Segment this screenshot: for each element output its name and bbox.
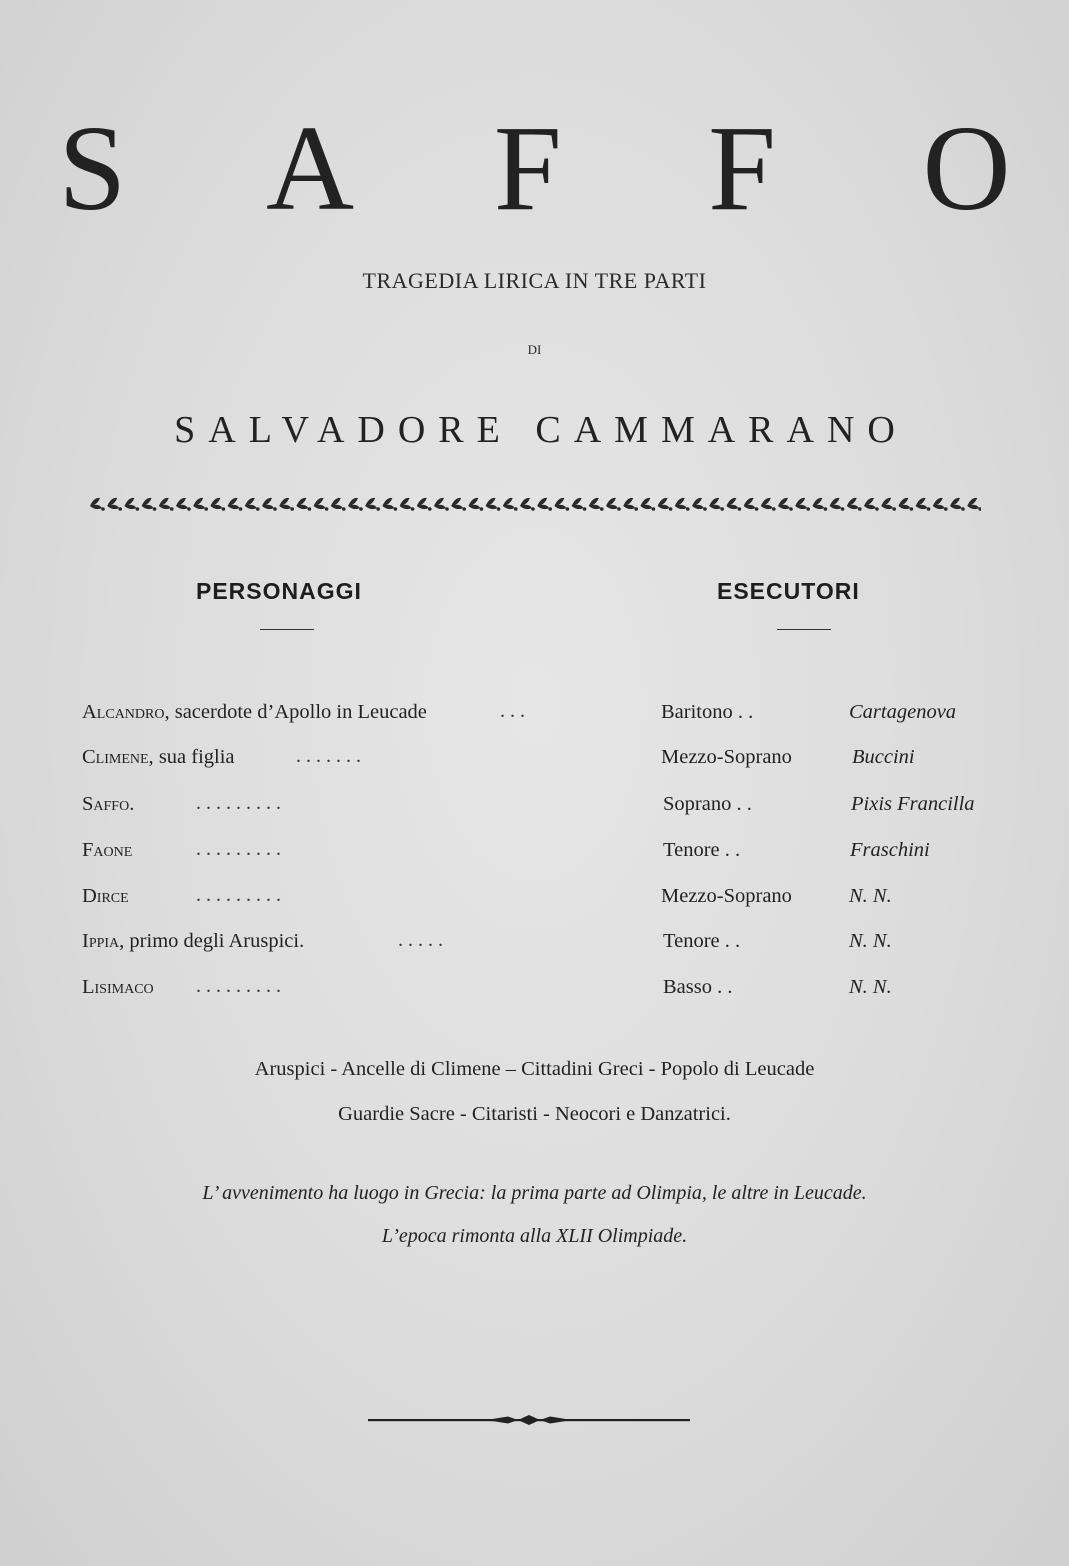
- ornament-curl: [892, 507, 896, 511]
- ornament-curl: [720, 507, 724, 511]
- leader-dots: . . . . . . .: [296, 745, 361, 767]
- ornament-curl: [583, 507, 587, 511]
- ornament-curl: [566, 507, 570, 511]
- ornament-leaf: [365, 498, 377, 509]
- leader-dots: . . . . . . . . .: [196, 884, 281, 906]
- character-name: Climene,: [82, 746, 154, 768]
- ornament-curl: [944, 507, 948, 511]
- character-description: primo degli Aruspici.: [124, 930, 305, 952]
- leader-dots: . . . . . . . . .: [196, 838, 281, 860]
- ornament-leaf: [262, 498, 274, 509]
- character-name: Ippia,: [82, 930, 125, 952]
- decorative-border-ornament: [88, 492, 981, 518]
- ornament-curl: [273, 507, 277, 511]
- ornament-curl: [394, 507, 398, 511]
- character-name: Lisimaco: [82, 976, 154, 998]
- ornament-leaf: [950, 498, 962, 509]
- ornament-leaf: [331, 498, 343, 509]
- ornament-curl: [858, 507, 862, 511]
- ornament-curl: [600, 507, 604, 511]
- ornament-leaf: [296, 498, 308, 509]
- ornament-leaf: [279, 498, 291, 509]
- ornament-leaf: [90, 498, 102, 509]
- ornament-leaf: [830, 498, 842, 509]
- header-esecutori: ESECUTORI: [717, 578, 860, 604]
- leader-dots: . . . . .: [398, 929, 443, 951]
- ornament-leaf: [606, 498, 618, 509]
- ornament-curl: [462, 507, 466, 511]
- ornament-leaf: [778, 498, 790, 509]
- character-description: sacerdote d’Apollo in Leucade: [169, 701, 427, 723]
- character-name: Saffo.: [82, 793, 135, 815]
- ornament-leaf: [864, 498, 876, 509]
- ornament-curl: [359, 507, 363, 511]
- ornament-curl: [548, 507, 552, 511]
- ornament-curl: [824, 507, 828, 511]
- ornament-curl: [772, 507, 776, 511]
- ornament-leaf: [176, 498, 188, 509]
- character-name: Dirce: [82, 885, 129, 907]
- voice-type: Soprano . .: [663, 793, 752, 815]
- voice-type: Tenore . .: [663, 839, 741, 861]
- ornament-leaf: [486, 498, 498, 509]
- ornament-curl: [222, 507, 226, 511]
- ornament-leaf: [193, 498, 205, 509]
- ornament-curl: [153, 507, 157, 511]
- character-description: sua figlia: [153, 746, 235, 768]
- ornament-leaf: [881, 498, 893, 509]
- ornament-curl: [256, 507, 260, 511]
- performer-name: Buccini: [852, 746, 915, 768]
- ornament-curl: [910, 507, 914, 511]
- performer-name: N. N.: [849, 885, 892, 907]
- ornament-leaf: [847, 498, 859, 509]
- ornament-leaf: [520, 498, 532, 509]
- ornament-leaf: [503, 498, 515, 509]
- author-prefix: DI: [527, 342, 542, 357]
- ornament-curl: [428, 507, 432, 511]
- ornament-curl: [669, 507, 673, 511]
- character-name: Faone: [82, 839, 133, 861]
- ornament-leaf: [812, 498, 824, 509]
- ornament-curl: [204, 507, 208, 511]
- ornament-curl: [806, 507, 810, 511]
- ornament-leaf: [795, 498, 807, 509]
- ornament-curl: [703, 507, 707, 511]
- ornament-curl: [290, 507, 294, 511]
- ornament-leaf: [744, 498, 756, 509]
- ornament-curl: [652, 507, 656, 511]
- voice-type: Tenore . .: [663, 930, 741, 952]
- ornament-leaf: [640, 498, 652, 509]
- ornament-leaf: [554, 498, 566, 509]
- subtitle: TRAGEDIA LIRICA IN TRE PARTI: [362, 268, 707, 293]
- ornament-curl: [514, 507, 518, 511]
- ornament-curl: [118, 507, 122, 511]
- ornament-leaf: [658, 498, 670, 509]
- ornament-leaf: [400, 498, 412, 509]
- ornament-curl: [875, 507, 879, 511]
- ornament-leaf: [916, 498, 928, 509]
- header-personaggi: PERSONAGGI: [196, 578, 362, 604]
- ornament-leaf: [726, 498, 738, 509]
- ornament-leaf: [124, 498, 136, 509]
- voice-type: Mezzo-Soprano: [661, 885, 792, 907]
- ornament-curl: [617, 507, 621, 511]
- ornament-leaf: [159, 498, 171, 509]
- ornament-curl: [497, 507, 501, 511]
- voice-type: Basso . .: [663, 976, 733, 998]
- ornament-leaf: [623, 498, 635, 509]
- ornament-curl: [789, 507, 793, 511]
- ornament-leaf: [898, 498, 910, 509]
- ornament-curl: [136, 507, 140, 511]
- leader-dots: . . .: [500, 700, 525, 722]
- ornament-leaf: [967, 498, 979, 509]
- ornament-leaf: [709, 498, 721, 509]
- ornament-leaf: [572, 498, 584, 509]
- performer-name: N. N.: [849, 930, 892, 952]
- ornament-curl: [239, 507, 243, 511]
- ornament-curl: [686, 507, 690, 511]
- performer-name: Pixis Francilla: [851, 793, 975, 815]
- ornament-curl: [325, 507, 329, 511]
- ornament-curl: [101, 507, 105, 511]
- ornament-leaf: [314, 498, 326, 509]
- ornament-curl: [342, 507, 346, 511]
- voice-type: Mezzo-Soprano: [661, 746, 792, 768]
- ornament-curl: [445, 507, 449, 511]
- ornament-leaf: [761, 498, 773, 509]
- ornament-curl: [170, 507, 174, 511]
- ornament-curl: [480, 507, 484, 511]
- ornament-curl: [634, 507, 638, 511]
- ornament-curl: [376, 507, 380, 511]
- ornament-curl: [187, 507, 191, 511]
- voice-type: Baritono . .: [661, 701, 754, 723]
- ornament-curl: [841, 507, 845, 511]
- ornament-leaf: [451, 498, 463, 509]
- ornament-curl: [531, 507, 535, 511]
- header-rule-right: [777, 629, 831, 630]
- ornament-leaf: [589, 498, 601, 509]
- end-ornament: [368, 1408, 690, 1432]
- ornament-leaf: [537, 498, 549, 509]
- ornament-leaf: [933, 498, 945, 509]
- ornament-leaf: [382, 498, 394, 509]
- performer-name: Cartagenova: [849, 701, 957, 723]
- ornament-leaf: [348, 498, 360, 509]
- ornament-leaf: [434, 498, 446, 509]
- chorus-line-1: Aruspici - Ancelle di Climene – Cittadini Greci - Popolo di Leucade: [254, 1058, 815, 1080]
- setting-line-2: L’epoca rimonta alla XLII Olimpiade.: [381, 1225, 688, 1247]
- ornament-curl: [755, 507, 759, 511]
- character-name: Alcandro,: [82, 701, 170, 723]
- setting-line-1: L’ avvenimento ha luogo in Grecia: la prima parte ad Olimpia, le altre in Leucade.: [202, 1182, 867, 1204]
- page-title: S A F F O: [58, 101, 1069, 236]
- author-name: SALVADORE CAMMARANO: [174, 409, 908, 451]
- leader-dots: . . . . . . . . .: [196, 975, 281, 997]
- ornament-leaf: [692, 498, 704, 509]
- ornament-curl: [927, 507, 931, 511]
- ornament-leaf: [210, 498, 222, 509]
- ornament-leaf: [675, 498, 687, 509]
- performer-name: Fraschini: [850, 839, 930, 861]
- header-rule-left: [260, 629, 314, 630]
- ornament-curl: [961, 507, 965, 511]
- ornament-curl: [738, 507, 742, 511]
- ornament-leaf: [142, 498, 154, 509]
- ornament-leaf: [468, 498, 480, 509]
- ornament-leaf: [228, 498, 240, 509]
- ornament-leaf: [245, 498, 257, 509]
- performer-name: N. N.: [849, 976, 892, 998]
- chorus-line-2: Guardie Sacre - Citaristi - Neocori e Danzatrici.: [338, 1103, 731, 1125]
- leader-dots: . . . . . . . . .: [196, 792, 281, 814]
- ornament-leaf: [107, 498, 119, 509]
- ornament-curl: [308, 507, 312, 511]
- ornament-leaf: [417, 498, 429, 509]
- ornament-curl: [411, 507, 415, 511]
